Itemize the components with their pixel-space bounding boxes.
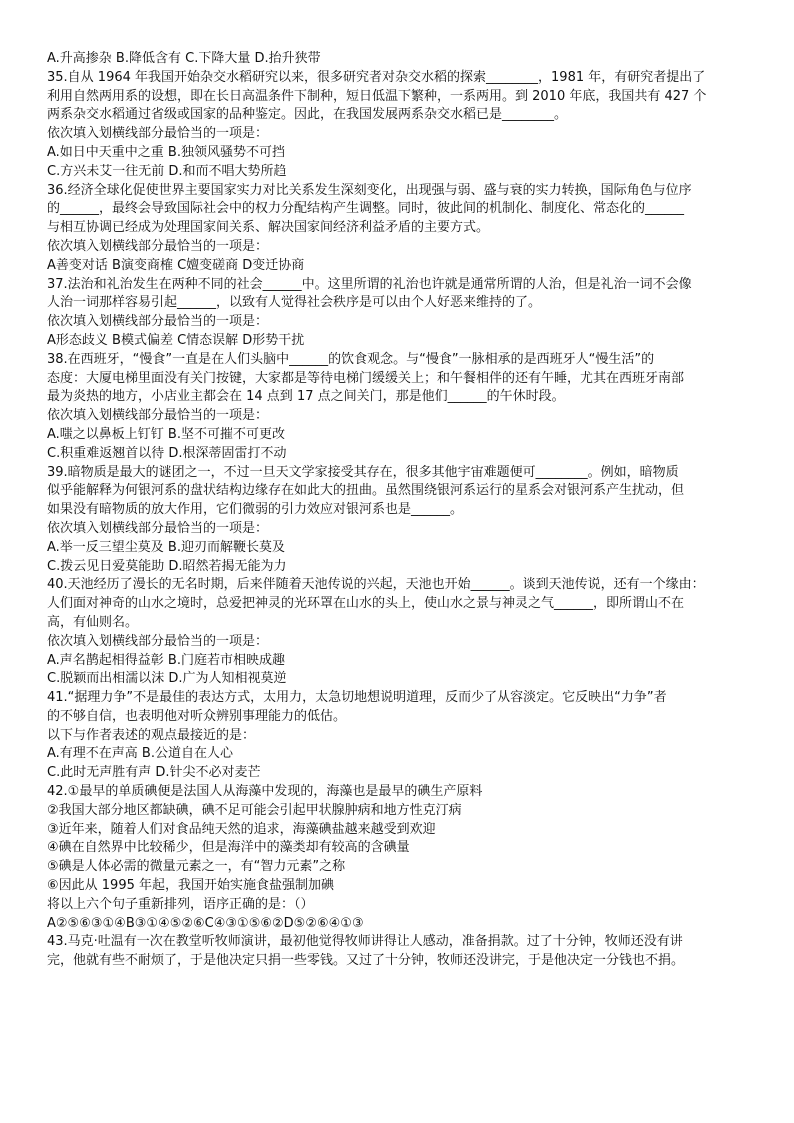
text-line: 依次填入划横线部分最恰当的一项是： xyxy=(47,408,269,424)
text-line: 40.天池经历了漫长的无名时期，后来伴随着天池传说的兴起，天池也开始______。谈到天池传说，还有一个缘由： xyxy=(47,577,705,593)
text-line: ②我国大部分地区都缺碘，碘不足可能会引起甲状腺肿病和地方性克汀病 xyxy=(47,802,462,818)
text-line: C.方兴未艾一往无前 D.和而不唱大势所趋 xyxy=(47,163,287,179)
text-line: 依次填入划横线部分最恰当的一项是： xyxy=(47,126,269,142)
text-line: ③近年来，随着人们对食品纯天然的追求，海藻碘盐越来越受到欢迎 xyxy=(47,821,436,837)
text-line: 43.马克·吐温有一次在教堂听牧师演讲，最初他觉得牧师讲得让人感动，准备捐款。过了十分钟，牧师还没有讲 xyxy=(47,934,683,950)
text-line: 将以上六个句子重新排列，语序正确的是：（） xyxy=(47,896,314,912)
text-line: 41.“据理力争”不是最佳的表达方式，太用力，太急切地想说明道理，反而少了从容淡定。它反映出“力争”者 xyxy=(47,690,667,706)
text-line: 42.①最早的单质碘便是法国人从海藻中发现的，海藻也是最早的碘生产原料 xyxy=(47,784,483,800)
text-line: A.如日中天重中之重 B.独领风骚势不可挡 xyxy=(47,144,285,160)
text-line: 39.暗物质是最大的谜团之一，不过一旦天文学家接受其存在，很多其他宇宙难题便可________。例如，暗物质 xyxy=(47,464,679,480)
text-line: A.嗤之以鼻板上钉钉 B.坚不可摧不可更改 xyxy=(47,426,285,442)
text-line: C.积重难返翘首以待 D.根深蒂固雷打不动 xyxy=(47,445,287,461)
text-line: 利用自然两用系的设想，即在长日高温条件下制种，短日低温下繁种，一系两用。到 2010 年底，我国共有 427 个 xyxy=(47,88,707,104)
exam-page xyxy=(47,50,752,971)
text-line: 依次填入划横线部分最恰当的一项是： xyxy=(47,238,269,254)
text-line: A.升高掺杂 B.降低含有 C.下降大量 D.抬升狭带 xyxy=(47,51,321,66)
text-line: A形态歧义 B模式偏差 C情态误解 D形势干扰 xyxy=(47,332,305,348)
text-line: 最为炎热的地方，小店业主都会在 14 点到 17 点之间关门，那是他们______的午休时段。 xyxy=(47,389,565,405)
text-line: A.声名鹊起相得益彰 B.门庭若市相映成趣 xyxy=(47,652,285,668)
text-line: 依次填入划横线部分最恰当的一项是： xyxy=(47,314,269,330)
text-line: 依次填入划横线部分最恰当的一项是： xyxy=(47,520,269,536)
text-line: 完，他就有些不耐烦了，于是他决定只捐一些零钱。又过了十分钟，牧师还没讲完，于是他决定一分钱也不捐。 xyxy=(47,953,685,969)
text-line: ④碘在自然界中比较稀少，但是海洋中的藻类却有较高的含碘量 xyxy=(47,840,410,856)
text-line: C.脱颖而出相濡以沫 D.广为人知相视莫逆 xyxy=(47,671,287,687)
text-line: 高，有仙则名。 xyxy=(47,614,139,630)
text-line: A.有理不在声高 B.公道自在人心 xyxy=(47,746,233,762)
text-line: 似乎能解释为何银河系的盘状结构边缘存在如此大的扭曲。虽然围绕银河系运行的星系会对银河系产生扰动，但 xyxy=(47,483,685,499)
text-line: 35.自从 1964 年我国开始杂交水稻研究以来，很多研究者对杂交水稻的探索________，1981 年，有研究者提出了 xyxy=(47,69,706,85)
text-line: 人们面对神奇的山水之境时，总爱把神灵的光环罩在山水的头上，使山水之景与神灵之气______，即所谓山不在 xyxy=(47,596,685,612)
text-line: 的不够自信，也表明他对听众辨别事理能力的低估。 xyxy=(47,708,347,724)
text-line: 依次填入划横线部分最恰当的一项是： xyxy=(47,633,269,649)
text-line: 以下与作者表述的观点最接近的是： xyxy=(47,727,256,743)
text-line: C.拨云见日爱莫能助 D.昭然若揭无能为力 xyxy=(47,558,287,574)
text-line: 人治一词那样容易引起______，以致有人觉得社会秩序是可以由个人好恶来维持的了。 xyxy=(47,295,542,311)
text-line: 态度：大厦电梯里面没有关门按键，大家都是等待电梯门缓缓关上；和午餐相伴的还有午睡，尤其在西班牙南部 xyxy=(47,370,685,386)
text-line: 37.法治和礼治发生在两种不同的社会______中。这里所谓的礼治也许就是通常所谓的人治，但是礼治一词不会像 xyxy=(47,276,692,292)
text-line: 两系杂交水稻通过省级或国家的品种鉴定。因此，在我国发展两系杂交水稻已是________。 xyxy=(47,107,568,123)
text-line: 如果没有暗物质的放大作用，它们微弱的引力效应对银河系也是______。 xyxy=(47,502,464,518)
text-line: A.举一反三望尘莫及 B.迎刃而解鞭长莫及 xyxy=(47,539,285,555)
text-line: ⑤碘是人体必需的微量元素之一，有“智力元素”之称 xyxy=(47,859,346,875)
text-line: 与相互协调已经成为处理国家间关系、解决国家间经济利益矛盾的主要方式。 xyxy=(47,220,490,236)
text-line: 38.在西班牙，“慢食”一直是在人们头脑中______的饮食观念。与“慢食”一脉相承的是西班牙人“慢生活”的 xyxy=(47,351,655,367)
text-line: 36.经济全球化促使世界主要国家实力对比关系发生深刻变化，出现强与弱、盛与衰的实力转换，国际角色与位序 xyxy=(47,182,692,198)
text-line: C.此时无声胜有声 D.针尖不必对麦芒 xyxy=(47,765,261,781)
text-line: A善变对话 B演变商榷 C嬗变磋商 D变迁协商 xyxy=(47,257,305,273)
text-line: 的______，最终会导致国际社会中的权力分配结构产生调整。同时，彼此间的机制化、制度化、常态化的______ xyxy=(47,201,685,217)
text-line: ⑥因此从 1995 年起，我国开始实施食盐强制加碘 xyxy=(47,878,335,894)
text-line: A②⑤⑥③①④B③①④⑤②⑥C④③①⑤⑥②D⑤②⑥④①③ xyxy=(47,915,364,931)
